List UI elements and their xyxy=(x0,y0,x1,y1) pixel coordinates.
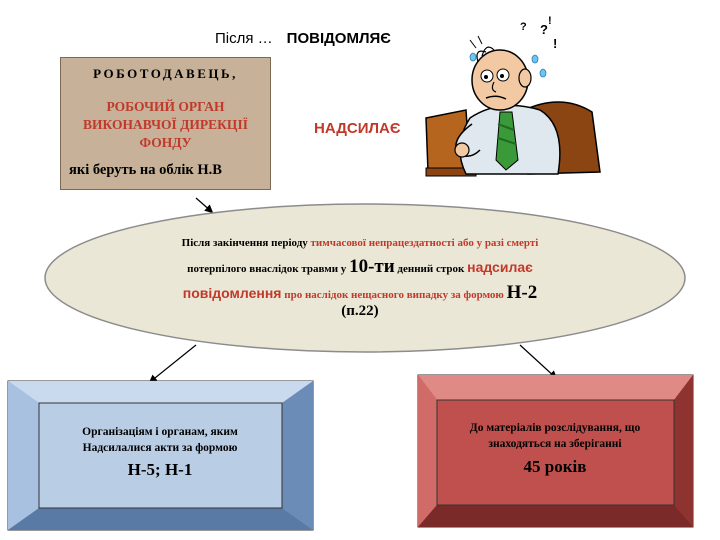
left-box-text xyxy=(40,424,280,456)
register-label: які беруть на облік Н.В xyxy=(69,162,222,178)
organ-line-1: РОБОЧИЙ ОРГАН xyxy=(106,99,225,114)
employer-box xyxy=(60,57,271,190)
ellipse-line-2 xyxy=(0,256,720,278)
organ-line-2: ВИКОНАВЧОЇ ДИРЕКЦІЇ xyxy=(83,117,248,132)
ellipse-l3c: Н-2 xyxy=(506,282,538,303)
ellipse-line-4: (п.22) xyxy=(341,303,379,319)
svg-text:!: ! xyxy=(553,36,558,51)
right-box-text xyxy=(436,420,674,452)
arrow-to-left-box xyxy=(150,345,196,382)
left-box-forms: Н-5; Н-1 xyxy=(127,460,193,479)
arrow-to-right-box xyxy=(520,345,556,378)
organ-line-3: ФОНДУ xyxy=(139,135,192,150)
worried-man-clipart xyxy=(426,15,600,176)
ellipse-line-1 xyxy=(0,237,720,249)
ellipse-l1a: Після закінчення періоду xyxy=(181,237,311,249)
ellipse-l3a: повідомлення xyxy=(182,285,282,301)
title-part1: Після … xyxy=(215,30,273,47)
ellipse-l2a: потерпілого внаслідок травми у xyxy=(187,263,350,275)
ellipse-l1b: тимчасової непрацездатності або у разі смерті xyxy=(310,237,539,249)
svg-text:?: ? xyxy=(520,21,527,33)
ellipse-l2c: денний строк xyxy=(394,263,468,275)
arrow-topbox-to-ellipse xyxy=(196,198,212,212)
ellipse-l3b: про наслідок нещасного випадку за формою xyxy=(281,289,507,301)
title-part2: ПОВІДОМЛЯЄ xyxy=(286,30,391,47)
left-box-line-2: Надсилалися акти за формою xyxy=(82,442,238,454)
ellipse-line-3 xyxy=(0,282,720,304)
organ-label xyxy=(61,98,270,152)
svg-text:?: ? xyxy=(540,22,548,37)
right-box-years: 45 років xyxy=(523,457,587,476)
right-box-line-2: знаходяться на зберіганні xyxy=(488,438,622,450)
ellipse-l2d: надсилає xyxy=(467,259,533,275)
employer-label: РОБОТОДАВЕЦЬ, xyxy=(93,66,238,81)
left-box-line-1: Організаціям і органам, яким xyxy=(82,426,238,438)
right-box-line-1: До матеріалів розслідування, що xyxy=(469,422,641,434)
svg-text:!: ! xyxy=(548,15,552,27)
ellipse-l2b: 10-ти xyxy=(349,256,395,277)
info-ellipse xyxy=(45,204,685,352)
sends-label: НАДСИЛАЄ xyxy=(314,120,401,137)
